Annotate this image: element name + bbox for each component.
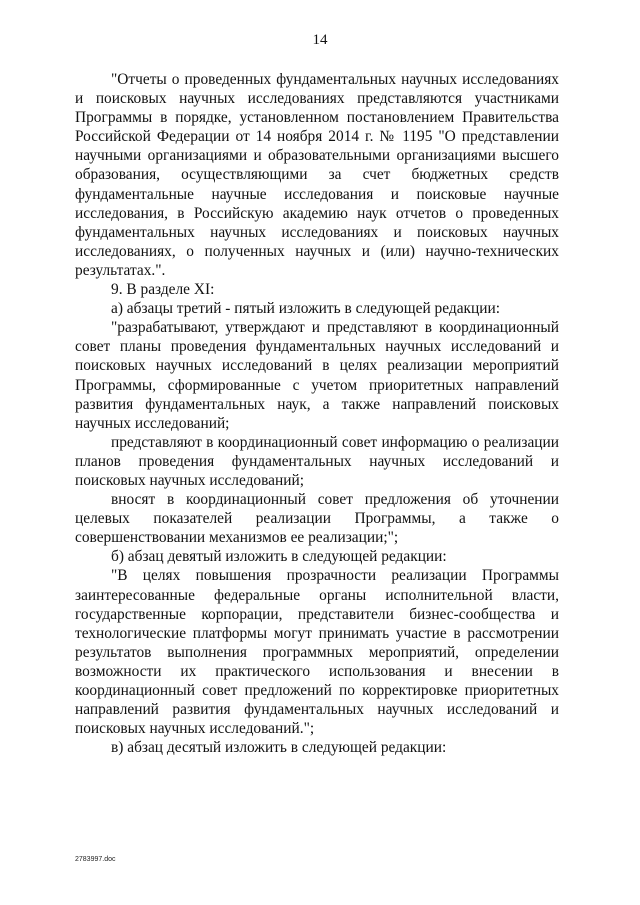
paragraph-develop-plans: "разрабатывают, утверждают и представляют в координационный совет планы проведения фундаментальных научных исследований и поисковых научных исследований в целях реализации мероприятий Программы, сформированные с учетом приоритетных направлений развития фундаментальных наук, а также направлений поисковых научных исследований; bbox=[75, 319, 559, 432]
page-number: 14 bbox=[312, 32, 328, 48]
document-body bbox=[75, 70, 559, 757]
paragraph-item-c: в) абзац десятый изложить в следующей редакции: bbox=[111, 739, 447, 757]
paragraph-transparency: "В целях повышения прозрачности реализации Программы заинтересованные федеральные органы исполнительной власти, государственные корпорации, представители бизнес-сообщества и технологические платформы могут принимать участие в рассмотрении результатов выполнения программных мероприятий, определении возможности их практического использования и внесении в координационный совет предложений по корректировке приоритетных направлений развития фундаментальных научных исследований и поисковых научных исследований."; bbox=[75, 567, 559, 738]
paragraph-section-xi: 9. В разделе XI: bbox=[111, 281, 215, 299]
file-name-footer: 2783997.doc bbox=[75, 856, 116, 863]
paragraph-submit-information: представляют в координационный совет информацию о реализации планов проведения фундаментальных научных исследований и поисковых научных исследований; bbox=[75, 433, 559, 489]
paragraph-submit-proposals: вносят в координационный совет предложения об уточнении целевых показателей реализации Программы, а также о совершенствовании механизмов ее реализации;"; bbox=[75, 491, 559, 547]
paragraph-item-a: а) абзацы третий - пятый изложить в следующей редакции: bbox=[111, 300, 500, 318]
paragraph-item-b: б) абзац девятый изложить в следующей редакции: bbox=[111, 548, 447, 566]
paragraph-reporting-rules: "Отчеты о проведенных фундаментальных научных исследованиях и поисковых научных исследованиях представляются участниками Программы в порядке, установленном постановлением Правительства Российской Федерации от 14 ноября 2014 г. № 1195 "О представлении научными организациями и образовательными организациями высшего образования, осуществляющими за счет бюджетных средств фундаментальные научные исследования и поисковые научные исследования, в Российскую академию наук отчетов о проведенных фундаментальных научных исследованиях и поисковых научных исследованиях, о полученных научных и (или) научно-технических результатах.". bbox=[75, 71, 559, 279]
